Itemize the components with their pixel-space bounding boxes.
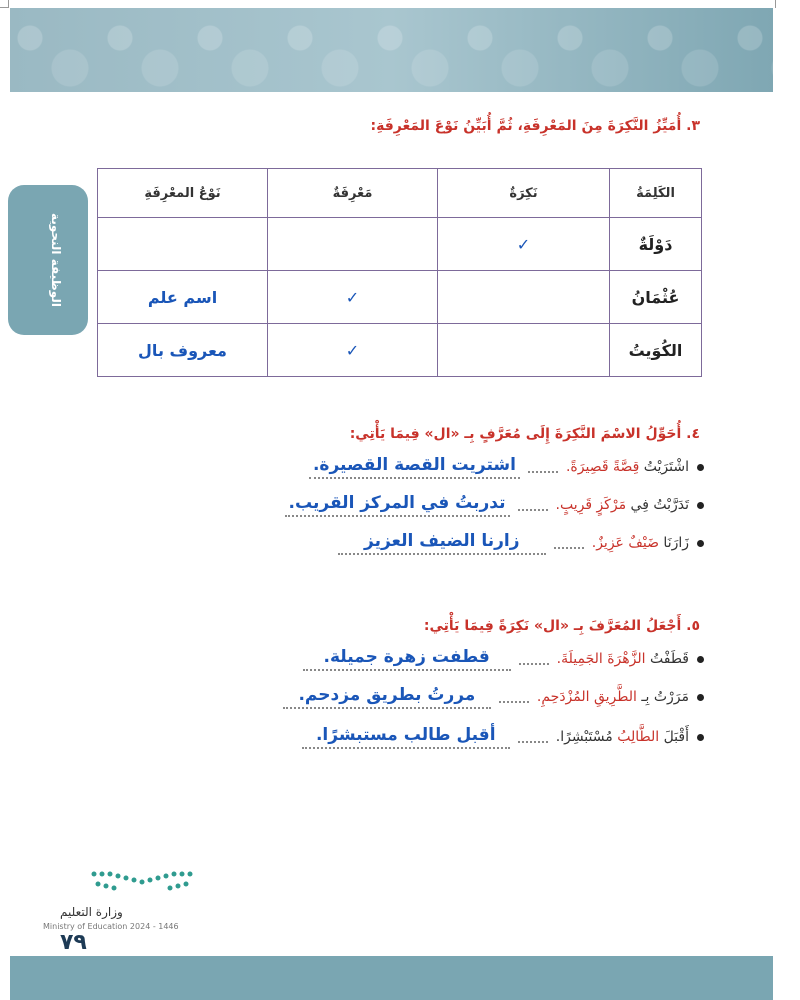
top-decorative-band [10, 8, 773, 92]
sentence: مَرَرْتُ بِـ الطَّرِيقِ المُزْدَحِمِ. [536, 689, 689, 705]
ministry-name: وزارة التعليم [60, 905, 123, 919]
dotted-line [519, 653, 549, 665]
table-header-row [98, 169, 702, 218]
side-tab-label: الوظيفة النحوية [49, 213, 63, 307]
cell-type: اسم علم [98, 271, 268, 324]
sentence: اشْتَرَيْتُ قِصَّةً قَصِيرَةً. [565, 459, 689, 475]
cell-type: معروف بال [98, 324, 268, 377]
crop-mark [0, 7, 8, 8]
table-row [98, 218, 702, 271]
bullet [697, 734, 704, 741]
exercise-item [84, 644, 704, 674]
answer-text: قطفت زهرة جميلة. [303, 647, 511, 671]
cell-word: عُثْمَانُ [610, 271, 702, 324]
cell-marifa-check: ✓ [268, 271, 438, 324]
dotted-line [528, 461, 558, 473]
exercise-item [84, 490, 704, 520]
header-type: نَوْعُ المعْرِفَةِ [98, 169, 268, 218]
sentence: زَارَنَا ضَيْفٌ عَزِيزٌ. [591, 535, 689, 551]
answer-text: تدربتُ في المركز القريب. [285, 493, 510, 517]
sentence: تَدَرَّبْتُ فِي مَرْكَزٍ قَرِيبٍ. [555, 497, 689, 513]
cell-marifa-check [268, 218, 438, 271]
cell-word: الكُوَيتُ [610, 324, 702, 377]
cell-nakira-check [438, 324, 610, 377]
exercise-item [84, 722, 704, 752]
dotted-line [518, 499, 548, 511]
exercise-item [84, 682, 704, 712]
sentence: أَقْبَلَ الطَّالِبُ مُسْتَبْشِرًا. [555, 729, 689, 745]
table-row [98, 324, 702, 377]
classification-table [97, 168, 702, 377]
sentence: قَطَفْتُ الزَّهْرَةَ الجَمِيلَةَ. [556, 651, 689, 667]
ministry-logo-icon [86, 866, 196, 898]
bottom-decorative-band [10, 956, 773, 1000]
cell-type [98, 218, 268, 271]
ministry-name-english: Ministry of Education 2024 - 1446 [43, 922, 179, 931]
dotted-line [554, 537, 584, 549]
header-nakira: نَكِرَةٌ [438, 169, 610, 218]
header-marifa: مَعْرِفَةٌ [268, 169, 438, 218]
dotted-line [518, 731, 548, 743]
header-word: الكَلِمَةُ [610, 169, 702, 218]
bullet [697, 694, 704, 701]
bullet [697, 502, 704, 509]
crop-mark [8, 0, 9, 8]
section3-title: ٣. أُمَيِّزُ النَّكِرَةَ مِنَ المَعْرِفَةِ، ثُمَّ أُبَيِّنُ نَوْعَ المَعْرِفَةِ: [370, 118, 700, 134]
exercise-item [84, 528, 704, 558]
bullet [697, 464, 704, 471]
bullet [697, 540, 704, 547]
section5-title: ٥. أَجْعَلُ المُعَرَّفَ بِـ «ال» نَكِرَةً فِيمَا يَأْتِي: [423, 618, 700, 634]
dotted-line [499, 691, 529, 703]
answer-text: مررتُ بطريق مزدحم. [283, 685, 491, 709]
answer-text: زارنا الضيف العزيز [338, 531, 546, 555]
cell-word: دَوْلَةٌ [610, 218, 702, 271]
cell-nakira-check [438, 271, 610, 324]
table-row [98, 271, 702, 324]
page-number: ٧٩ [60, 930, 87, 955]
crop-mark [775, 0, 776, 8]
answer-text: اشتريت القصة القصيرة. [309, 455, 520, 479]
cell-marifa-check: ✓ [268, 324, 438, 377]
bullet [697, 656, 704, 663]
answer-text: أقبل طالب مستبشرًا. [302, 725, 510, 749]
exercise-item [84, 452, 704, 482]
side-tab [8, 185, 88, 335]
cell-nakira-check: ✓ [438, 218, 610, 271]
section4-title: ٤. أُحَوِّلُ الاسْمَ النَّكِرَةَ إِلَى مُعَرَّفٍ بِـ «ال» فِيمَا يَأْتِي: [349, 426, 700, 442]
